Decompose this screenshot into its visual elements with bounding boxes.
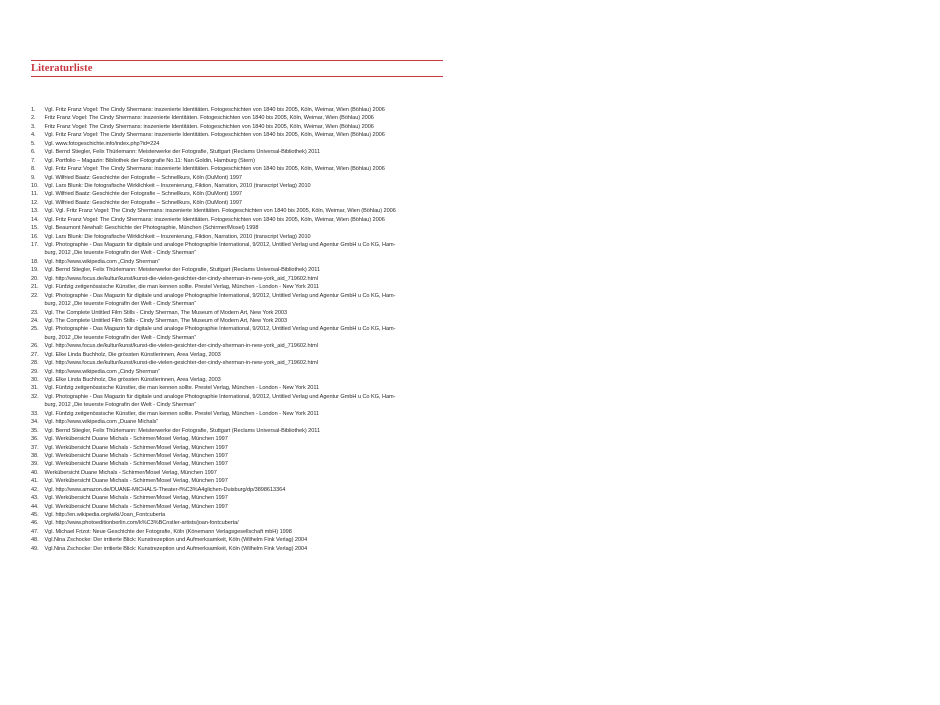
reference-number: 10.: [31, 182, 39, 189]
reference-text: Vgl. http://www.focus.de/kultur/kunst/kunst-die-vielen-gesichter-der-cindy-sherman-in-new-york_aid_719602.html: [44, 275, 318, 282]
reference-number: 5.: [31, 140, 36, 147]
reference-number: 36.: [31, 436, 39, 443]
reference-item: [31, 258, 441, 266]
reference-number: 39.: [31, 461, 39, 468]
reference-text: Vgl. Photographie - Das Magazin für digitale und analoge Photographie International, 9/2012, Untitled Verlag und Agentur GmbH u Co KG, Ham- burg, 2012 „Die teuerste Fotografin der Welt - Cindy Sherman“: [44, 242, 396, 257]
reference-text: Vgl. Bernd Stiegler, Felix Thürlemann: Meisterwerke der Fotografie, Stuttgart (Reclams Universal-Bibliothek) 2011: [44, 149, 321, 156]
reference-item: [31, 148, 441, 156]
reference-number: 33.: [31, 410, 39, 417]
reference-item: [31, 266, 441, 274]
reference-text: Vgl. Beaumont Newhall: Geschichte der Photographie, München (Schirmer/Mosel) 1998: [44, 225, 259, 232]
reference-item: [31, 233, 441, 241]
reference-text: Vgl. Lars Blunk: Die fotografische Wirklichkeit – Inszenierung, Fiktion, Narration, 2010 (transcript Verlag) 2010: [44, 233, 311, 240]
reference-item: [31, 384, 441, 392]
reference-item: [31, 283, 441, 291]
reference-item: [31, 182, 441, 190]
reference-item: [31, 114, 441, 122]
reference-number: 35.: [31, 427, 39, 434]
reference-text: Vgl. Werkübersicht Duane Michals - Schirmer/Mosel Verlag, München 1997: [44, 495, 228, 502]
reference-text: Vgl. Bernd Stiegler, Felix Thürlemann: Meisterwerke der Fotografie, Stuttgart (Reclams Universal-Bibliothek) 2011: [44, 267, 321, 274]
reference-number: 34.: [31, 419, 39, 426]
reference-text: Vgl. http://www.wikipedia.com „Cindy Sherman“: [44, 368, 160, 375]
reference-number: 25.: [31, 326, 39, 333]
reference-text: Vgl.Nina Zschocke: Der irritierte Blick: Kunstrezeption und Aufmerksamkeit, Köln (Wilhelm Fink Verlag) 2004: [44, 545, 308, 552]
reference-text: Vgl. Werkübersicht Duane Michals - Schirmer/Mosel Verlag, München 1997: [44, 503, 228, 510]
reference-number: 46.: [31, 520, 39, 527]
reference-item: [31, 536, 441, 544]
reference-number: 29.: [31, 368, 39, 375]
reference-text: Fritz Franz Vogel: The Cindy Shermans: inszenierte Identitäten. Fotogeschichten von 1840 bis 2005, Köln, Weimar, Wien (Böhlau) 2006: [44, 123, 374, 130]
page-heading: Literaturliste: [31, 63, 93, 74]
reference-list: [31, 106, 441, 553]
reference-number: 24.: [31, 317, 39, 324]
reference-text: Vgl. Wilfried Baatz: Geschichte der Fotografie – Schnellkurs, Köln (DuMont) 1997: [44, 174, 242, 181]
reference-text: Vgl. The Complete Untitled Film Stills - Cindy Sherman, The Museum of Modern Art, New York 2003: [44, 309, 288, 316]
reference-text: Vgl. Vgl. Fritz Franz Vogel: The Cindy Shermans: inszenierte Identitäten. Fotogeschichten von 1840 bis 2005, Köln, Weimar, Wien (Böhlau) 2006: [44, 208, 396, 215]
reference-item: [31, 545, 441, 553]
reference-text: Vgl. http://www.photoeditionberlin.com/k%C3%BCnstler-artists/joan-fontcuberta/: [44, 520, 239, 527]
reference-item: [31, 106, 441, 114]
reference-item: [31, 199, 441, 207]
heading-rule-top: [31, 60, 443, 61]
reference-text: Vgl. Fünfzig zeitgenössische Künstler, die man kennen sollte. Prestel Verlag, München - London - New York 2011: [44, 385, 320, 392]
reference-text: Vgl. Werkübersicht Duane Michals - Schirmer/Mosel Verlag, München 1997: [44, 436, 228, 443]
reference-item: [31, 376, 441, 384]
reference-number: 11.: [31, 191, 39, 198]
reference-text: Vgl.Nina Zschocke: Der irritierte Blick: Kunstrezeption und Aufmerksamkeit, Köln (Wilhelm Fink Verlag) 2004: [44, 537, 308, 544]
reference-number: 15.: [31, 225, 39, 232]
reference-number: 27.: [31, 351, 39, 358]
reference-text: Vgl. Portfolio – Magazin: Bibliothek der Fotografie No.11: Nan Goldin, Hamburg (Stern): [44, 157, 255, 164]
reference-item: [31, 435, 441, 443]
reference-item: [31, 317, 441, 325]
reference-text: Vgl. www.fotogeschichte.info/index.php?id=224: [44, 140, 160, 147]
reference-item: [31, 427, 441, 435]
reference-item: [31, 486, 441, 494]
reference-text: Vgl. Fritz Franz Vogel: The Cindy Shermans: inszenierte Identitäten. Fotogeschichten von 1840 bis 2005, Köln, Weimar, Wien (Böhlau) 2006: [44, 216, 385, 223]
reference-item: [31, 351, 441, 359]
reference-number: 43.: [31, 495, 39, 502]
reference-text: Fritz Franz Vogel: The Cindy Shermans: inszenierte Identitäten. Fotogeschichten von 1840 bis 2005, Köln, Weimar, Wien (Böhlau) 2006: [44, 115, 374, 122]
reference-item: [31, 224, 441, 232]
reference-item: [31, 511, 441, 519]
reference-number: 4.: [31, 132, 36, 139]
reference-number: 30.: [31, 377, 39, 383]
reference-item: [31, 325, 441, 342]
reference-text: Vgl. Bernd Stiegler, Felix Thürlemann: Meisterwerke der Fotografie, Stuttgart (Reclams Universal-Bibliothek) 2011: [44, 427, 321, 434]
reference-text: Vgl. Fritz Franz Vogel: The Cindy Shermans: inszenierte Identitäten. Fotogeschichten von 1840 bis 2005, Köln, Weimar, Wien (Böhlau) 2006: [44, 132, 385, 139]
reference-number: 47.: [31, 528, 39, 535]
reference-item: [31, 190, 441, 198]
reference-item: [31, 342, 441, 350]
reference-text: Vgl. http://en.wikipedia.org/wiki/Joan_Fontcuberta: [44, 512, 166, 518]
reference-number: 12.: [31, 199, 39, 206]
reference-item: [31, 359, 441, 367]
reference-item: [31, 207, 441, 215]
reference-text: Vgl. Werkübersicht Duane Michals - Schirmer/Mosel Verlag, München 1997: [44, 444, 228, 451]
reference-text: Vgl. http://www.wikipedia.com „Cindy Sherman“: [44, 258, 160, 265]
reference-item: [31, 393, 441, 410]
reference-text: Werkübersicht Duane Michals - Schirmer/Mosel Verlag, München 1997: [44, 469, 217, 476]
reference-item: [31, 444, 441, 452]
reference-number: 22.: [31, 292, 39, 299]
reference-number: 49.: [31, 545, 39, 552]
reference-number: 42.: [31, 486, 39, 493]
reference-item: [31, 519, 441, 527]
reference-item: [31, 241, 441, 258]
reference-text: Vgl. http://www.focus.de/kultur/kunst/kunst-die-vielen-gesichter-der-cindy-sherman-in-new-york_aid_719602.html: [44, 343, 318, 350]
reference-text: Vgl. Photographie - Das Magazin für digitale und analoge Photographie International, 9/2012, Untitled Verlag und Agentur GmbH u Co KG, Ham- burg, 2012 „Die teuerste Fotografin der Welt - Cindy Sherman“: [44, 393, 396, 409]
reference-text: Vgl. Elke Linda Buchholz, Die grössten Künstlerinnen, Area Verlag, 2003: [44, 377, 221, 383]
reference-number: 31.: [31, 385, 39, 392]
reference-number: 3.: [31, 123, 36, 130]
reference-text: Vgl. Wilfried Baatz: Geschichte der Fotografie – Schnellkurs, Köln (DuMont) 1997: [44, 191, 242, 198]
reference-text: Vgl. Fünfzig zeitgenössische Künstler, die man kennen sollte. Prestel Verlag, München - London - New York 2011: [44, 284, 320, 291]
heading-rule-bottom: [31, 76, 443, 77]
reference-item: [31, 174, 441, 182]
reference-item: [31, 292, 441, 309]
reference-text: Vgl. Wilfried Baatz: Geschichte der Fotografie – Schnellkurs, Köln (DuMont) 1997: [44, 199, 242, 206]
reference-item: [31, 460, 441, 468]
reference-number: 8.: [31, 166, 36, 173]
reference-number: 45.: [31, 512, 39, 518]
reference-text: Vgl. Werkübersicht Duane Michals - Schirmer/Mosel Verlag, München 1997: [44, 461, 228, 468]
reference-text: Vgl. http://www.focus.de/kultur/kunst/kunst-die-vielen-gesichter-der-cindy-sherman-in-new-york_aid_719602.html: [44, 360, 318, 367]
reference-text: Vgl. The Complete Untitled Film Stills - Cindy Sherman, The Museum of Modern Art, New York 2003: [44, 317, 288, 324]
reference-number: 48.: [31, 537, 39, 544]
reference-text: Vgl. Werkübersicht Duane Michals - Schirmer/Mosel Verlag, München 1997: [44, 478, 228, 485]
reference-item: [31, 275, 441, 283]
reference-text: Vgl. http://www.amazon.de/DUANE-MICHALS-Theater-f%C3%A4glichen-Duisburg/dp/3898613364: [44, 486, 286, 493]
reference-number: 6.: [31, 149, 36, 156]
reference-number: 21.: [31, 284, 39, 291]
reference-text: Vgl. Lars Blunk: Die fotografische Wirklichkeit – Inszenierung, Fiktion, Narration, 2010 (transcript Verlag) 2010: [44, 182, 311, 189]
reference-number: 7.: [31, 157, 36, 164]
reference-item: [31, 418, 441, 426]
reference-number: 37.: [31, 444, 39, 451]
reference-number: 23.: [31, 309, 39, 316]
reference-item: [31, 140, 441, 148]
reference-number: 1.: [31, 107, 36, 113]
reference-item: [31, 528, 441, 536]
reference-item: [31, 131, 441, 139]
reference-item: [31, 469, 441, 477]
reference-item: [31, 157, 441, 165]
reference-number: 38.: [31, 452, 39, 459]
reference-item: [31, 309, 441, 317]
reference-number: 44.: [31, 503, 39, 510]
reference-number: 17.: [31, 242, 39, 248]
reference-number: 28.: [31, 360, 39, 367]
reference-item: [31, 165, 441, 173]
reference-number: 14.: [31, 216, 39, 223]
reference-text: Vgl. http://www.wikipedia.com „Duane Michals“: [44, 419, 159, 426]
reference-text: Vgl. Fritz Franz Vogel: The Cindy Shermans: inszenierte Identitäten. Fotogeschichten von 1840 bis 2005, Köln, Weimar, Wien (Böhlau) 2006: [44, 107, 385, 113]
reference-number: 18.: [31, 258, 39, 265]
reference-number: 9.: [31, 174, 36, 181]
reference-text: Vgl. Werkübersicht Duane Michals - Schirmer/Mosel Verlag, München 1997: [44, 452, 228, 459]
reference-item: [31, 494, 441, 502]
reference-number: 20.: [31, 275, 39, 282]
reference-number: 32.: [31, 393, 39, 400]
reference-text: Vgl. Photographie - Das Magazin für digitale und analoge Photographie International, 9/2012, Untitled Verlag und Agentur GmbH u Co KG, Ham- burg, 2012 „Die teuerste Fotografin der Welt - Cindy Sherman“: [44, 326, 396, 341]
reference-number: 2.: [31, 115, 36, 122]
reference-item: [31, 410, 441, 418]
reference-number: 41.: [31, 478, 39, 485]
reference-text: Vgl. Michael Frizot: Neue Geschichte der Fotografie, Köln (Könemann Verlagsgesellschaft mbH) 1998: [44, 528, 292, 535]
reference-item: [31, 477, 441, 485]
reference-item: [31, 503, 441, 511]
reference-item: [31, 368, 441, 376]
reference-item: [31, 216, 441, 224]
reference-text: Vgl. Fritz Franz Vogel: The Cindy Shermans: inszenierte Identitäten. Fotogeschichten von 1840 bis 2005, Köln, Weimar, Wien (Böhlau) 2006: [44, 166, 385, 173]
reference-text: Vgl. Elke Linda Buchholz, Die grössten Künstlerinnen, Area Verlag, 2003: [44, 351, 221, 358]
reference-number: 16.: [31, 233, 39, 240]
reference-number: 13.: [31, 208, 39, 215]
reference-item: [31, 123, 441, 131]
reference-number: 26.: [31, 343, 39, 350]
reference-number: 19.: [31, 267, 39, 274]
reference-number: 40.: [31, 469, 39, 476]
reference-text: Vgl. Fünfzig zeitgenössische Künstler, die man kennen sollte. Prestel Verlag, München - London - New York 2011: [44, 410, 320, 417]
reference-text: Vgl. Photographie - Das Magazin für digitale und analoge Photographie International, 9/2012, Untitled Verlag und Agentur GmbH u Co KG, Ham- burg, 2012 „Die teuerste Fotografin der Welt - Cindy Sherman“: [44, 292, 396, 308]
reference-item: [31, 452, 441, 460]
